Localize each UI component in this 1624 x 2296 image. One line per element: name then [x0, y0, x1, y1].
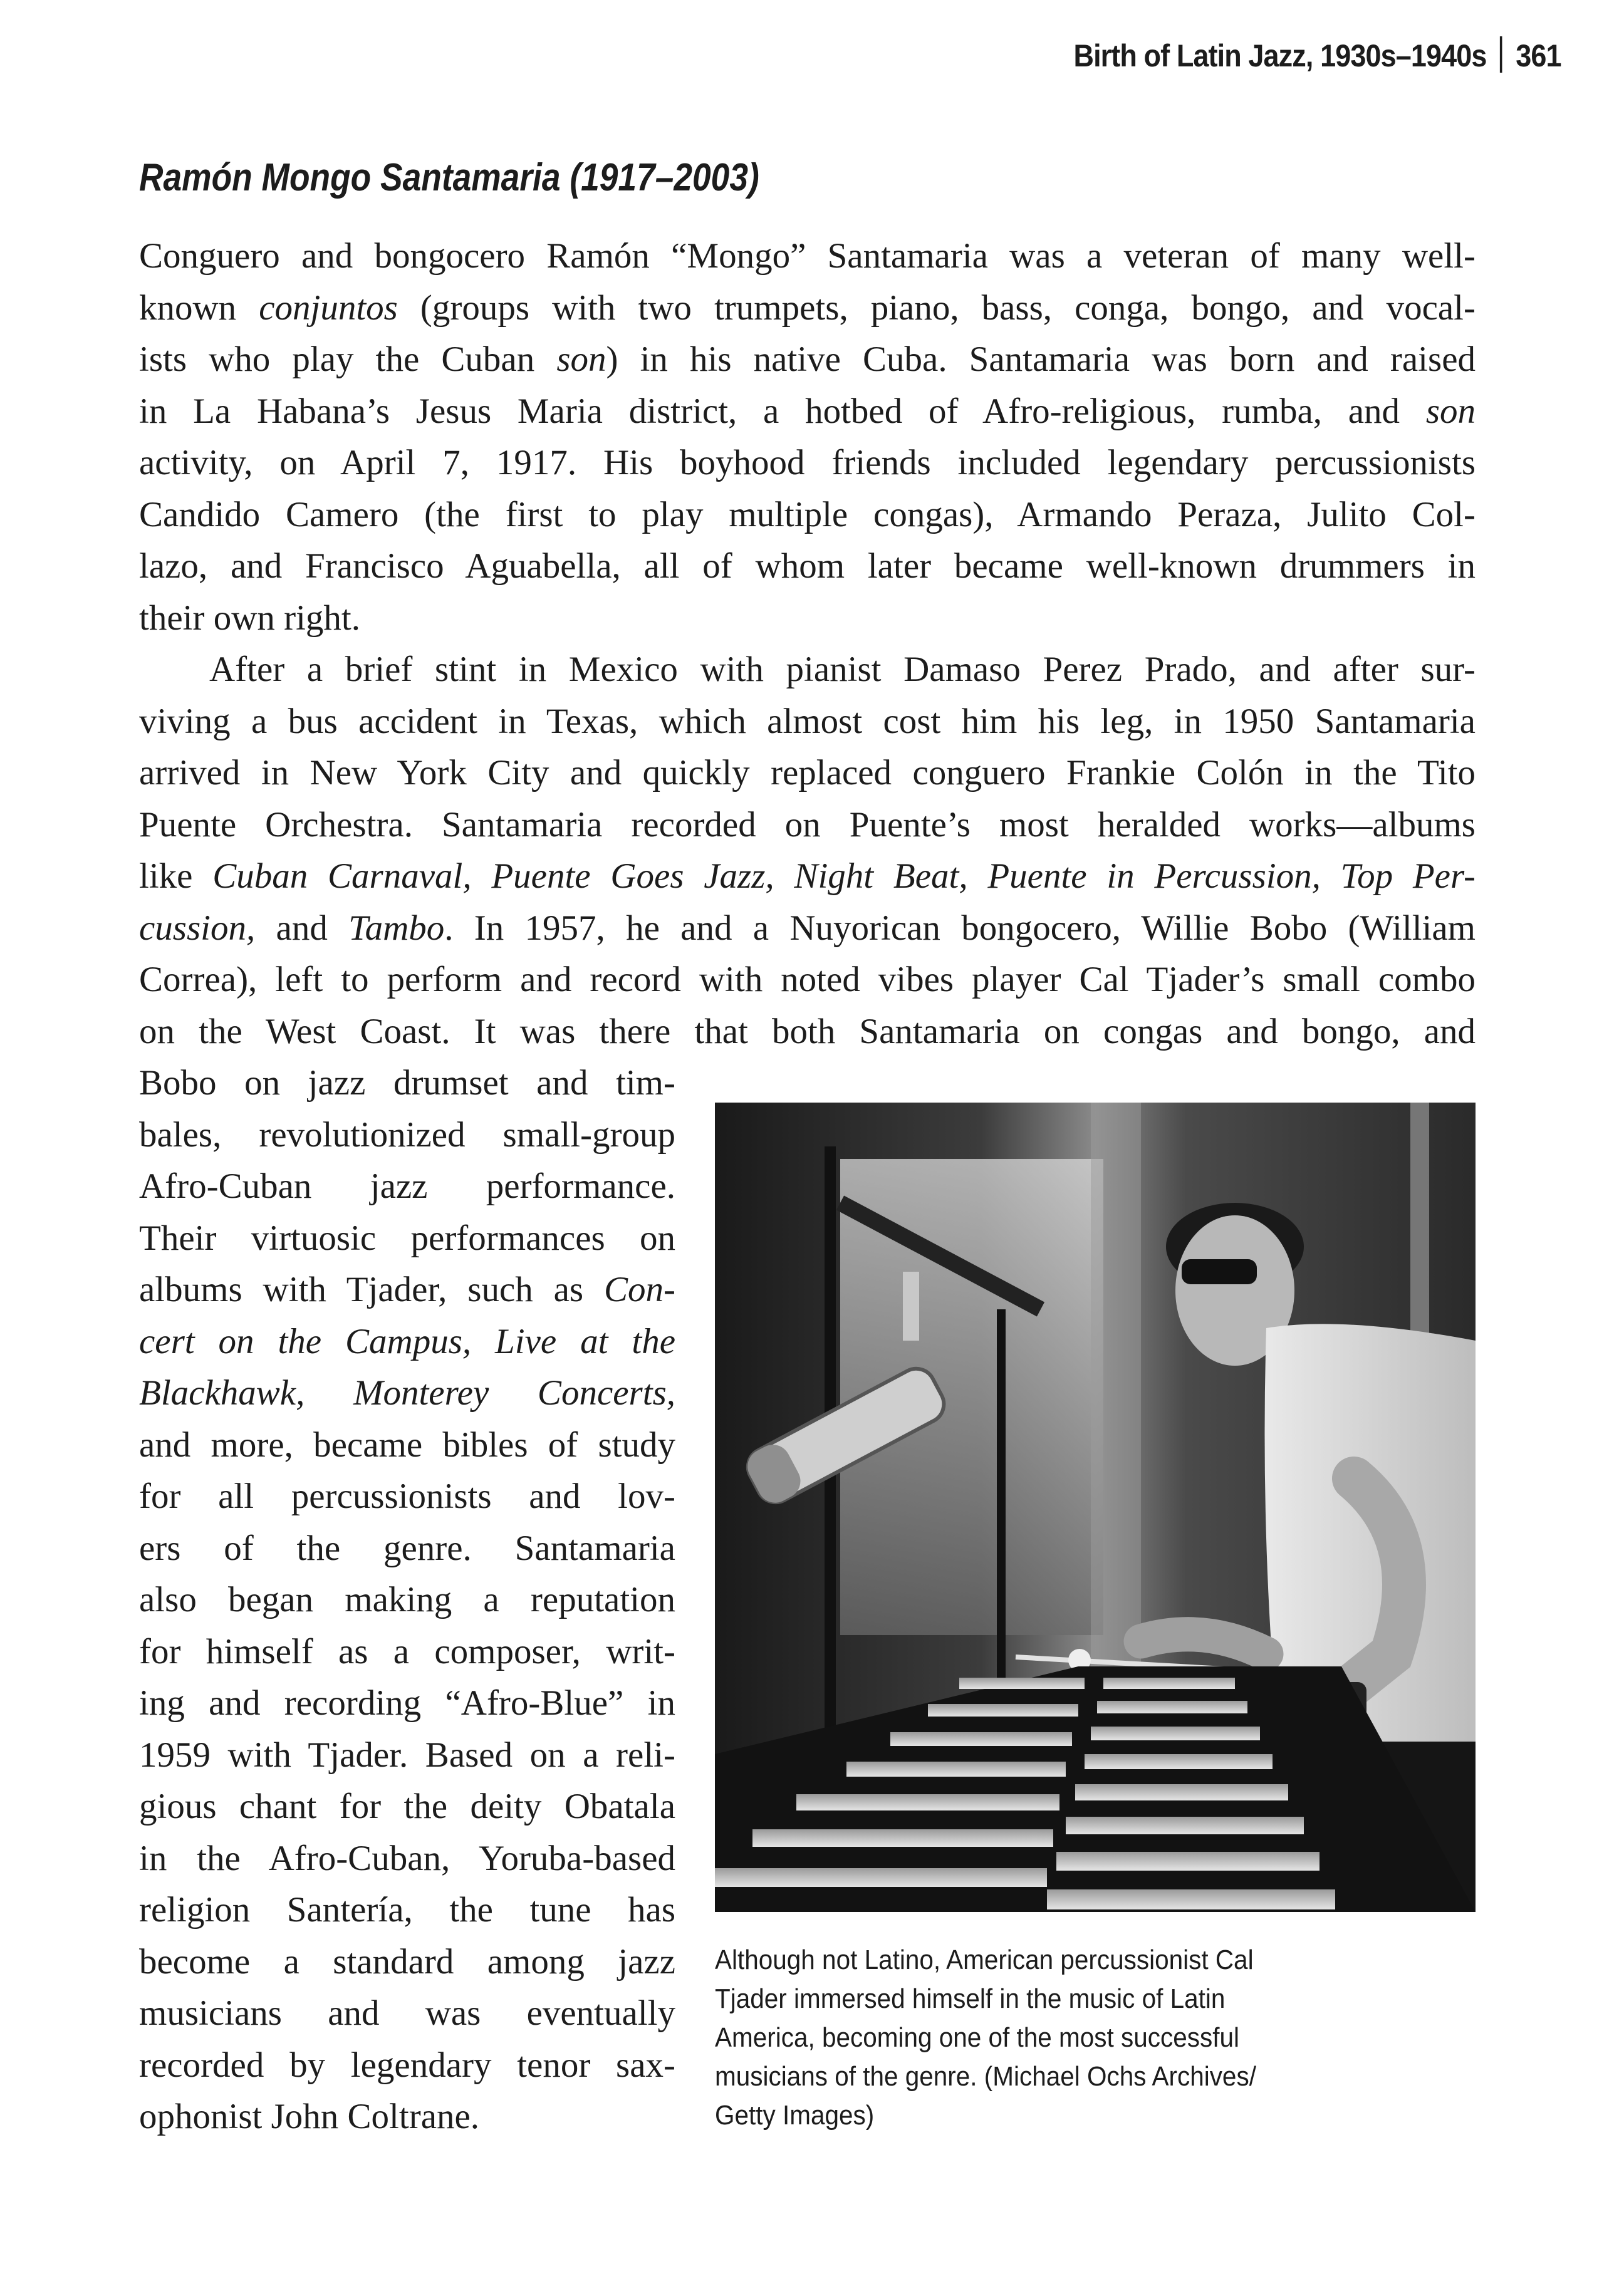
text-line: arrived in New York City and quickly replaced conguero Frankie Colón in the Tito	[139, 753, 1476, 792]
text-line: religion Santería, the tune has	[139, 1890, 675, 1930]
italic-title: conjuntos	[259, 288, 398, 328]
caption-line: Although not Latino, American percussionist Cal	[715, 1945, 1254, 1975]
text-line: bales, revolutionized small-group	[139, 1114, 675, 1155]
text-line: ists who play the Cuban son) in his native Cuba. Santamaria was born and raised	[139, 340, 1476, 379]
text-line: Conguero and bongocero Ramón “Mongo” Santamaria was a veteran of many well-	[139, 236, 1476, 276]
photo-illustration	[715, 1103, 1476, 1912]
text-line: ing and recording “Afro-Blue” in	[139, 1683, 675, 1723]
text-line: Puente Orchestra. Santamaria recorded on Puente’s most heralded works—albums	[139, 804, 1476, 844]
text-line: in La Habana’s Jesus Maria district, a hotbed of Afro-religious, rumba, and son	[139, 391, 1476, 431]
musician-glasses	[1182, 1259, 1257, 1284]
italic-title: Cuban Carnaval, Puente Goes Jazz, Night Beat, Puente in Percussion, Top Per-	[212, 856, 1476, 896]
paragraph-1	[139, 231, 1476, 644]
musician-left-hand	[1141, 1634, 1266, 1654]
photo-cal-tjader-vibraphone	[715, 1103, 1476, 1912]
text-line: Afro-Cuban jazz performance.	[139, 1166, 675, 1206]
paragraph-2-full-width	[139, 644, 1476, 1057]
text-line: viving a bus accident in Texas, which almost cost him his leg, in 1950 Santamaria	[139, 701, 1476, 741]
text-line: Correa), left to perform and record with noted vibes player Cal Tjader’s small combo	[139, 960, 1476, 999]
caption-line: Tjader immersed himself in the music of Latin	[715, 1983, 1226, 2014]
text-line: lazo, and Francisco Aguabella, all of whom later became well-known drummers in	[139, 546, 1476, 586]
text-line	[139, 1368, 675, 1420]
text-line: like Cuban Carnaval, Puente Goes Jazz, Night Beat, Puente in Percussion, Top Per-	[139, 856, 1476, 896]
text-line: ers of the genre. Santamaria	[139, 1528, 675, 1568]
text-line: activity, on April 7, 1917. His boyhood friends included legendary percussionists	[139, 443, 1476, 482]
italic-title: Con-	[604, 1270, 675, 1309]
italic-title: Tambo	[348, 908, 445, 948]
text-line	[139, 1316, 675, 1368]
text-line: on the West Coast. It was there that both Santamaria on congas and bongo, and	[139, 1011, 1476, 1051]
italic-title: son	[1425, 391, 1476, 431]
italic-title: son	[556, 340, 606, 379]
text-line: become a standard among jazz	[139, 1941, 675, 1982]
text-line: ophonist John Coltrane.	[139, 2097, 480, 2136]
text-line: musicians and was eventually	[139, 1993, 675, 2033]
text-line: for himself as a composer, writ-	[139, 1631, 675, 1671]
caption-line: musicians of the genre. (Michael Ochs Archives/	[715, 2061, 1256, 2092]
italic-title: cussion,	[139, 908, 256, 948]
text-line: gious chant for the deity Obatala	[139, 1787, 675, 1826]
text-line: After a brief stint in Mexico with pianist Damaso Perez Prado, and after sur-	[209, 650, 1476, 689]
text-line: Their virtuosic performances on	[139, 1218, 675, 1258]
text-line: Candido Camero (the first to play multiple congas), Armando Peraza, Julito Col-	[139, 494, 1476, 534]
text-line: 1959 with Tjader. Based on a reli-	[139, 1735, 675, 1775]
caption-line: America, becoming one of the most successful	[715, 2022, 1239, 2053]
page-number: 361	[1516, 38, 1561, 73]
figure-caption	[715, 1941, 1430, 2135]
text-line: their own right.	[139, 598, 361, 638]
caption-line: Getty Images)	[715, 2100, 875, 2131]
door-frame	[1410, 1103, 1429, 1353]
text-line: Bobo on jazz drumset and tim-	[139, 1063, 675, 1103]
paragraph-2-wrapped-column	[139, 1057, 675, 2143]
text-line: for all percussionists and lov-	[139, 1477, 675, 1516]
running-head	[1074, 36, 1561, 74]
text-line: known conjuntos (groups with two trumpets, piano, bass, conga, bongo, and vocal-	[139, 288, 1476, 328]
running-head-chapter: Birth of Latin Jazz, 1930s–1940s	[1073, 38, 1487, 73]
mic-connector	[903, 1272, 919, 1341]
text-line: in the Afro-Cuban, Yoruba-based	[139, 1838, 675, 1878]
text-line: cussion, and Tambo. In 1957, he and a Nuyorican bongocero, Willie Bobo (William	[139, 908, 1476, 948]
running-head-separator	[1500, 36, 1502, 73]
italic-title: cert on the Campus, Live at the	[139, 1321, 675, 1361]
text-line: albums with Tjader, such as Con-	[139, 1270, 675, 1309]
italic-title: Blackhawk, Monterey Concerts,	[139, 1373, 675, 1413]
text-line: and more, became bibles of study	[139, 1425, 675, 1465]
section-title: Ramón Mongo Santamaria (1917–2003)	[139, 156, 759, 199]
text-line: also began making a reputation	[139, 1580, 675, 1619]
text-line: recorded by legendary tenor sax-	[139, 2045, 675, 2085]
